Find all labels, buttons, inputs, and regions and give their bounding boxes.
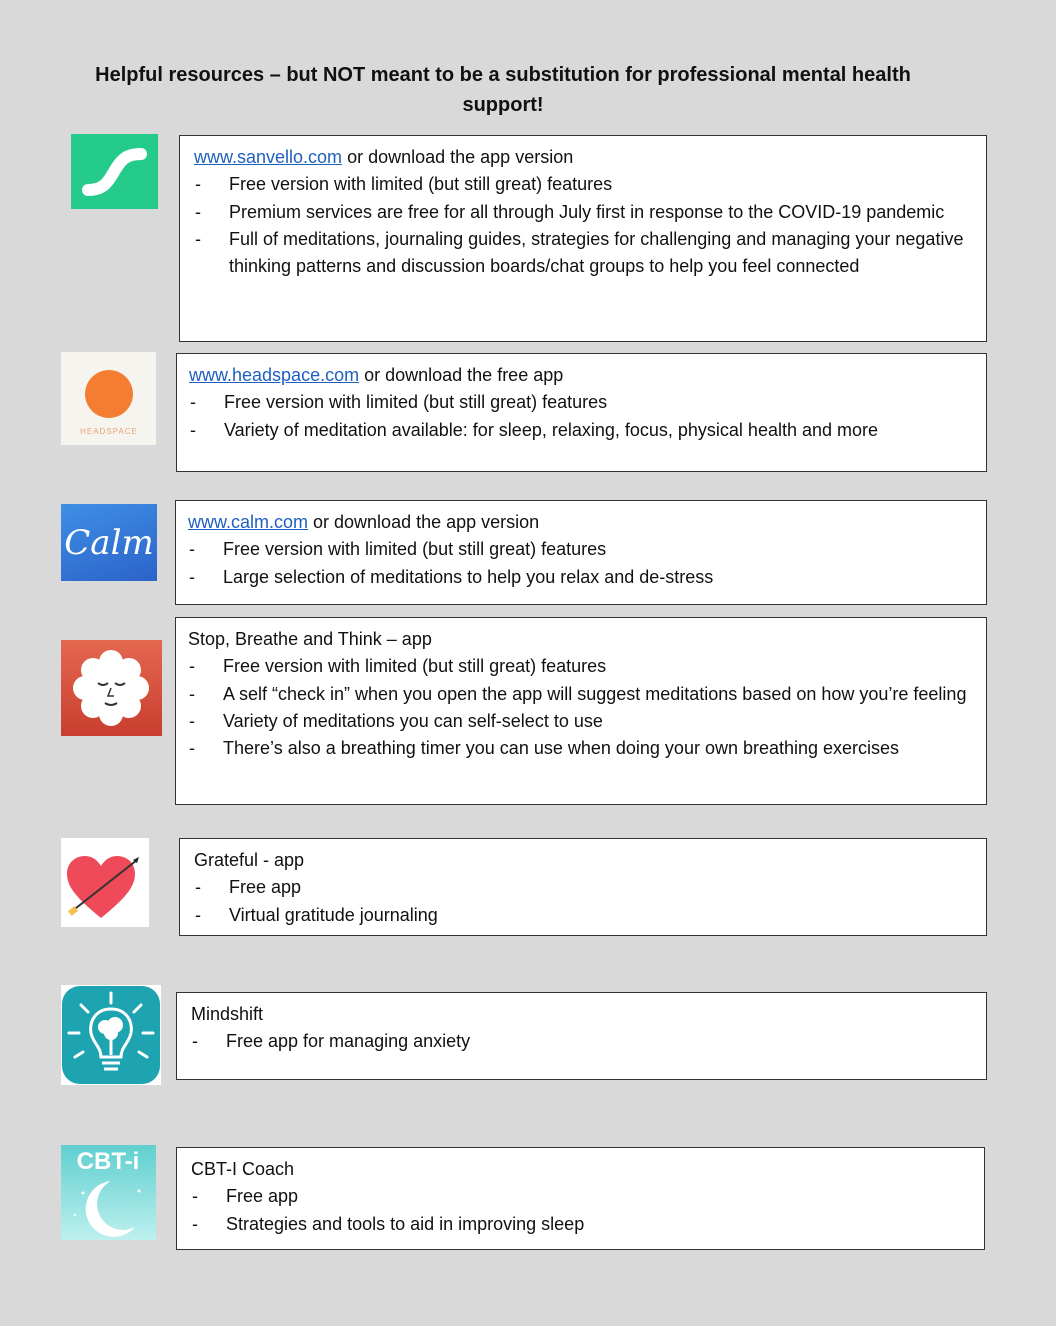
list-item: - Virtual gratitude journaling — [195, 904, 438, 925]
list-item: - Premium services are free for all through July first in response to the COVID-19 pandemic — [195, 201, 945, 222]
list-item: - Large selection of meditations to help you relax and de-stress — [189, 566, 714, 587]
resource-card-mindshift — [176, 992, 987, 1080]
list-item: - Free version with limited (but still great) features — [189, 539, 607, 560]
card-heading: CBT-I Coach — [191, 1159, 295, 1179]
list-item: - Strategies and tools to aid in improving sleep — [192, 1213, 585, 1234]
list-item: - Free app for managing anxiety — [192, 1031, 471, 1052]
resource-card-stop-breathe-think — [175, 617, 987, 805]
card-heading: Mindshift — [191, 1004, 264, 1024]
sanvello-link[interactable]: www.sanvello.com — [194, 147, 343, 167]
headspace-logo — [61, 352, 156, 445]
mindshift-logo — [61, 985, 161, 1085]
heading-text: or download the free app — [359, 365, 564, 385]
headspace-logo-text: HEADSPACE — [80, 427, 138, 436]
heading-text: or download the app version — [308, 512, 540, 532]
sanvello-logo — [71, 134, 158, 209]
grateful-logo — [61, 838, 149, 927]
resource-card-cbti-coach — [176, 1147, 985, 1250]
list-item: - Free version with limited (but still great) features — [190, 392, 608, 413]
cbti-logo-text: CBT-i — [76, 1148, 140, 1175]
page-title: Helpful resources – but NOT meant to be a substitution for professional mental health support! — [95, 64, 911, 116]
list-item: - A self “check in” when you open the app will suggest meditations based on how you’re feeling — [189, 683, 967, 704]
resource-card-calm — [175, 500, 987, 605]
list-item: - Free version with limited (but still great) features — [195, 174, 613, 195]
stop-breathe-think-logo — [61, 640, 162, 736]
list-item: - Variety of meditation available: for sleep, relaxing, focus, physical health and more — [190, 419, 879, 440]
card-heading: Stop, Breathe and Think – app — [188, 629, 432, 649]
list-item: - Variety of meditations you can self-select to use — [189, 710, 603, 731]
list-item: - There’s also a breathing timer you can use when doing your own breathing exercises — [189, 738, 900, 759]
calm-logo-text: Calm — [64, 523, 154, 563]
list-item: - Full of meditations, journaling guides, strategies for challenging and managing your negative thinking patterns and discussion boards/chat groups to help you feel connected — [195, 228, 964, 277]
resource-card-grateful — [179, 838, 987, 936]
list-item: - Free app — [195, 877, 302, 898]
calm-logo — [61, 504, 157, 581]
list-item: - Free app — [192, 1186, 299, 1207]
heading-text: or download the app version — [342, 147, 574, 167]
resource-card-headspace — [176, 353, 987, 472]
card-heading: Grateful - app — [194, 850, 305, 870]
headspace-link[interactable]: www.headspace.com — [189, 365, 360, 385]
calm-link[interactable]: www.calm.com — [188, 512, 309, 532]
cbti-coach-logo — [61, 1145, 156, 1240]
list-item: - Free version with limited (but still great) features — [189, 656, 607, 677]
resource-card-sanvello — [179, 135, 987, 342]
